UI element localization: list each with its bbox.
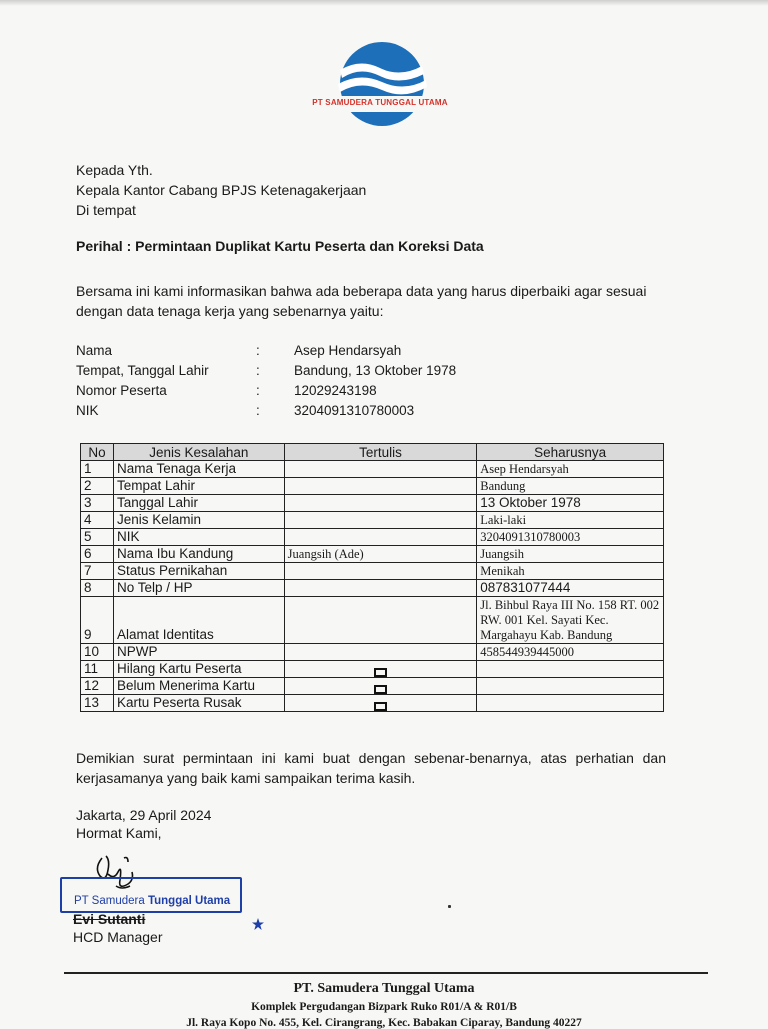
header-jenis: Jenis Kesalahan [113,444,284,461]
footer-divider [64,972,708,974]
correction-table [80,443,664,712]
table-row [81,597,664,644]
cell-seharusnya: 3204091310780003 [477,529,664,546]
logo-text: PT SAMUDERA TUNGGAL UTAMA [312,98,448,107]
table-row [81,563,664,580]
info-colon: : [256,343,260,358]
cell-checkbox-cell [284,661,477,678]
footer-address-2: Jl. Raya Kopo No. 455, Kel. Cirangrang, Kec. Babakan Ciparay, Bandung 40227 [186,1017,582,1029]
cell-no: 4 [81,512,114,529]
cell-tertulis [284,495,477,512]
cell-tertulis [284,461,477,478]
recipient-line: Kepala Kantor Cabang BPJS Ketenagakerjaan [76,182,367,198]
recipient-line: Kepada Yth. [76,162,153,178]
cell-seharusnya: Jl. Bihbul Raya III No. 158 RT. 002 RW. 001 Kel. Sayati Kec. Margahayu Kab. Bandung [477,597,664,644]
table-row [81,661,664,678]
recipient-line: Di tempat [76,202,136,218]
cell-seharusnya [477,678,664,695]
signer-title: HCD Manager [73,929,163,945]
cell-jenis: Tempat Lahir [113,478,284,495]
cell-no: 11 [81,661,114,678]
cell-seharusnya: Juangsih [477,546,664,563]
cell-jenis: Kartu Peserta Rusak [113,695,284,712]
info-label: NIK [76,403,99,418]
wave-globe-icon [300,40,460,130]
info-value: 12029243198 [294,383,377,398]
checkbox-icon [374,685,387,694]
cell-jenis: Alamat Identitas [113,597,284,644]
cell-jenis: Jenis Kelamin [113,512,284,529]
scan-speck [448,905,451,908]
info-value: Bandung, 13 Oktober 1978 [294,363,457,378]
cell-jenis: Nama Tenaga Kerja [113,461,284,478]
table-row [81,678,664,695]
cell-seharusnya [477,661,664,678]
table-header-row [81,444,664,461]
cell-no: 1 [81,461,114,478]
cell-no: 9 [81,597,114,644]
intro-paragraph: Bersama ini kami informasikan bahwa ada beberapa data yang harus diperbaiki agar sesuai dengan data tenaga kerja yang sebenarnya yaitu: [76,283,647,319]
cell-jenis: Status Pernikahan [113,563,284,580]
footer-address-1: Komplek Pergudangan Bizpark Ruko R01/A & R01/B [251,1001,517,1013]
cell-seharusnya: 458544939445000 [477,644,664,661]
table-row [81,546,664,563]
cell-jenis: Nama Ibu Kandung [113,546,284,563]
info-colon: : [256,383,260,398]
table-row [81,512,664,529]
cell-jenis: Hilang Kartu Peserta [113,661,284,678]
page-edge [0,0,768,6]
signer-name: Evi Sutanti [73,911,146,927]
cell-tertulis [284,644,477,661]
cell-no: 6 [81,546,114,563]
info-colon: : [256,403,260,418]
header-no: No [81,444,114,461]
cell-jenis: No Telp / HP [113,580,284,597]
cell-no: 10 [81,644,114,661]
cell-jenis: NIK [113,529,284,546]
cell-tertulis [284,512,477,529]
header-seharusnya: Seharusnya [477,444,664,461]
closing-paragraph: Demikian surat permintaan ini kami buat dengan sebenar-benarnya, atas perhatian dan kerjasamanya yang baik kami sampaikan terima kasih. [76,750,666,786]
cell-seharusnya: 087831077444 [477,580,664,597]
place-date: Jakarta, 29 April 2024 [76,807,212,823]
info-value: 3204091310780003 [294,403,415,418]
table-row [81,495,664,512]
cell-no: 2 [81,478,114,495]
regards: Hormat Kami, [76,825,162,841]
cell-seharusnya: Bandung [477,478,664,495]
checkbox-icon [374,668,387,677]
cell-seharusnya: 13 Oktober 1978 [477,495,664,512]
table-row [81,644,664,661]
signer-block [73,910,162,946]
info-label: Nama [76,343,113,358]
table-row [81,461,664,478]
cell-seharusnya: Asep Hendarsyah [477,461,664,478]
stamp-prefix: PT Samudera [74,895,145,907]
stamp-bold: Tunggal Utama [147,895,231,907]
cell-jenis: NPWP [113,644,284,661]
star-mark-icon [252,918,264,930]
cell-seharusnya: Laki-laki [477,512,664,529]
cell-seharusnya [477,695,664,712]
cell-tertulis [284,580,477,597]
cell-no: 13 [81,695,114,712]
cell-tertulis [284,563,477,580]
info-value: Asep Hendarsyah [294,343,402,358]
subject-line: Perihal : Permintaan Duplikat Kartu Peserta dan Koreksi Data [76,238,484,254]
company-logo [300,40,460,130]
place-date-block [76,806,211,842]
cell-checkbox-cell [284,695,477,712]
company-stamp [60,877,242,913]
cell-tertulis [284,597,477,644]
info-label: Tempat, Tanggal Lahir [76,363,209,378]
cell-no: 5 [81,529,114,546]
cell-no: 8 [81,580,114,597]
table-row [81,478,664,495]
cell-no: 12 [81,678,114,695]
header-tertulis: Tertulis [284,444,477,461]
info-label: Nomor Peserta [76,383,167,398]
cell-no: 3 [81,495,114,512]
cell-jenis: Belum Menerima Kartu [113,678,284,695]
table-row [81,529,664,546]
stamp-text [74,895,230,907]
cell-tertulis [284,478,477,495]
cell-checkbox-cell [284,678,477,695]
info-colon: : [256,363,260,378]
footer-company: PT. Samudera Tunggal Utama [293,981,475,996]
cell-tertulis [284,529,477,546]
checkbox-icon [374,702,387,711]
cell-tertulis: Juangsih (Ade) [284,546,477,563]
table-row [81,695,664,712]
cell-seharusnya: Menikah [477,563,664,580]
cell-no: 7 [81,563,114,580]
recipient-block [76,160,366,220]
cell-jenis: Tanggal Lahir [113,495,284,512]
table-row [81,580,664,597]
